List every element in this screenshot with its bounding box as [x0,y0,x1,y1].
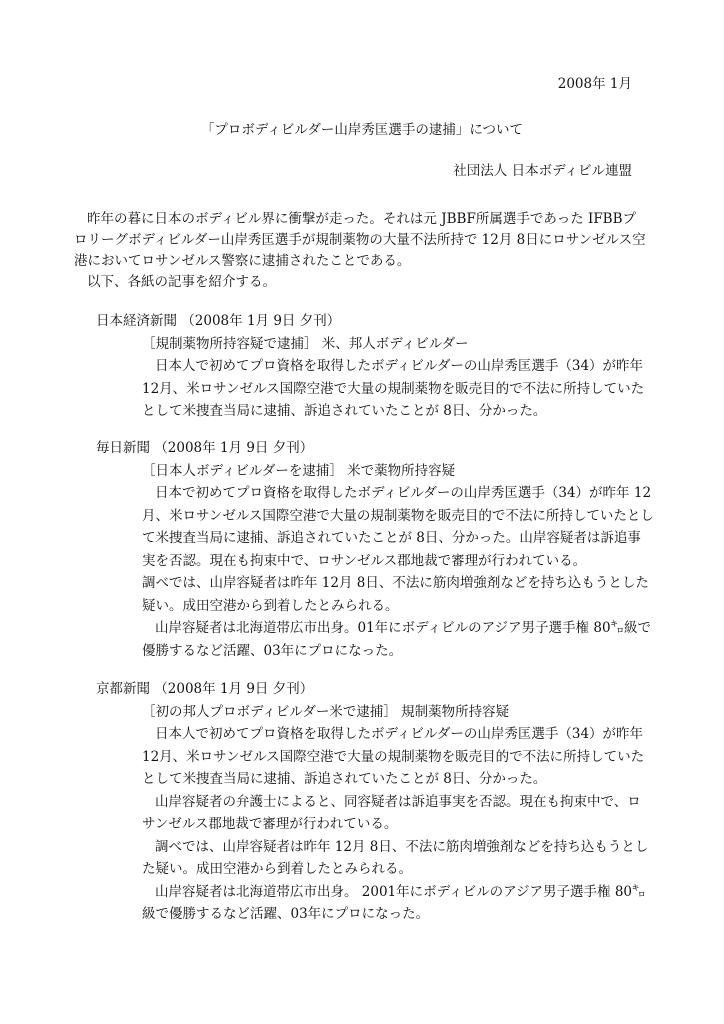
article-nikkei [74,310,654,423]
article-body [74,701,654,926]
article-paragraph: 日本で初めてプロ資格を取得したボディビルダーの山岸秀匡選手（34）が昨年 12月、米ロサンゼルス国際空港で大量の規制薬物を販売目的で不法に所持していたとして米捜査当局に逮捕、訴追されていたことが 8日、分かった。山岸容疑者は訴追事実を否認。現在も拘束中で、ロサンゼルス郡地裁で審理が行われている。 [142,485,654,569]
intro-paragraph: 昨年の暮に日本のボディビル界に衝撃が走った。それは元 JBBF所属選手であった IFBBプロリーグボディビルダー山岸秀匡選手が規制薬物の大量不法所持で 12月 8日にロサンゼルス空港においてロサンゼルス警察に逮捕されたことである。 [74,211,646,269]
article-paragraph: 日本人で初めてプロ資格を取得したボディビルダーの山岸秀匡選手（34）が昨年 12月、米ロサンゼルス国際空港で大量の規制薬物を販売目的で不法に所持していたとして米捜査当局に逮捕、訴追されていたことが 8日、分かった。 [142,726,645,787]
article-headline: ［規制薬物所持容疑で逮捕］ 米、邦人ボディビルダー [142,335,469,352]
article-paragraph: 調べでは、山岸容疑者は昨年 12月 8日、不法に筋肉増強剤などを持ち込もうとした疑い。成田空港から到着したとみられる。 [142,575,649,614]
document-date: 2008年 1月 [557,76,632,92]
organization-name: 社団法人 日本ボディビル連盟 [453,163,632,179]
intro-section [74,209,649,293]
article-paragraph: 日本人で初めてプロ資格を取得したボディビルダーの山岸秀匡選手（34）が昨年 12月、米ロサンゼルス国際空港で大量の規制薬物を販売目的で不法に所持していたとして米捜査当局に逮捕、訴追されていたことが 8日、分かった。 [142,358,645,419]
article-body [74,333,654,423]
article-mainichi [74,437,654,662]
article-paragraph: 山岸容疑者は北海道帯広市出身。01年にボディビルのアジア男子選手権 80㌔級で優勝するなど活躍、03年にプロになった。 [142,620,652,659]
article-body [74,460,654,663]
article-headline: ［初の邦人プロボディビルダー米で逮捕］ 規制薬物所持容疑 [142,703,510,720]
article-paragraph: 山岸容疑者は北海道帯広市出身。 2001年にボディビルのアジア男子選手権 80㌔級で優勝するなど活躍、03年にプロになった。 [142,883,646,922]
intro-lead: 以下、各紙の記事を紹介する。 [87,274,276,290]
article-paragraph: 調べでは、山岸容疑者は昨年 12月 8日、不法に筋肉増強剤などを持ち込もうとした疑い。成田空港から到着したとみられる。 [142,838,649,877]
document-title: 「プロボディビルダー山岸秀匡選手の逮捕」について [200,122,524,138]
article-source: 日本経済新聞 （2008年 1月 9日 夕刊） [96,313,341,329]
article-paragraph: 山岸容疑者の弁護士によると、同容疑者は訴追事実を否認。現在も拘束中で、ロサンゼルス郡地裁で審理が行われている。 [142,793,641,832]
article-source: 毎日新聞 （2008年 1月 9日 夕刊） [96,440,314,456]
article-source: 京都新聞 （2008年 1月 9日 夕刊） [96,681,314,697]
article-kyoto [74,678,654,926]
article-headline: ［日本人ボディビルダーを逮捕］ 米で薬物所持容疑 [142,462,456,479]
